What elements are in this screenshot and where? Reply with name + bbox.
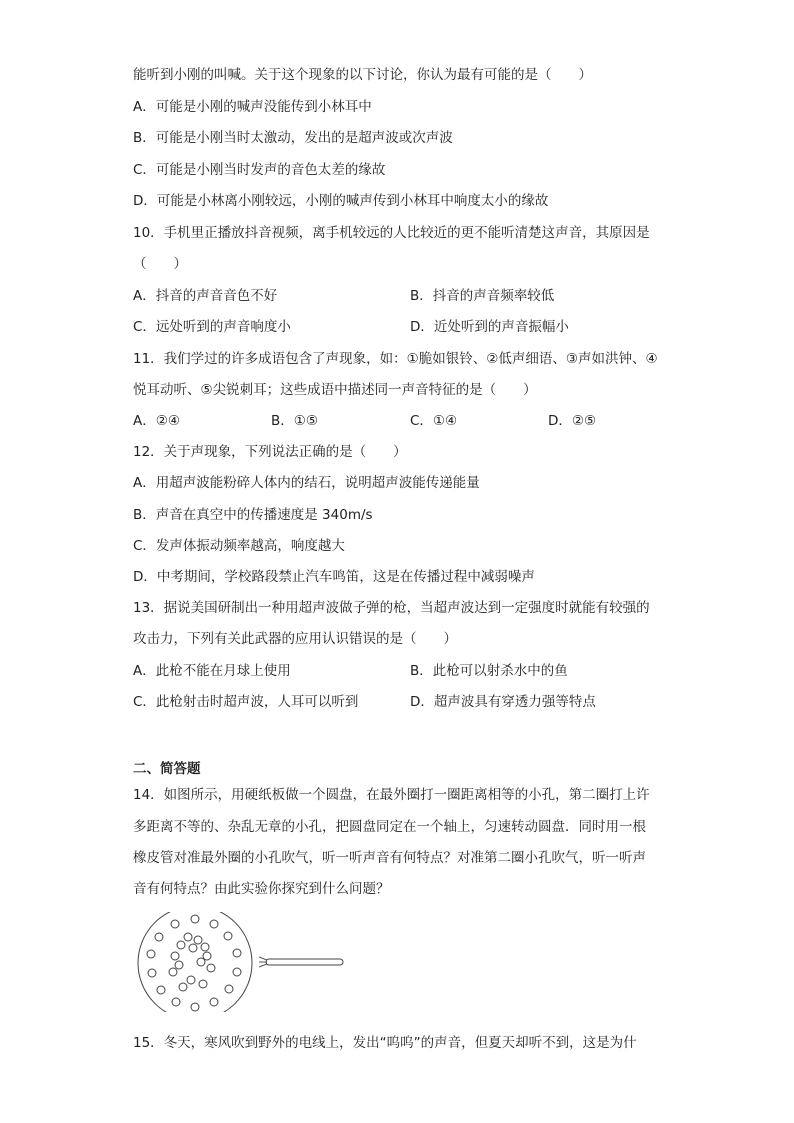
q9-option-a: A．可能是小刚的喊声没能传到小林耳中 xyxy=(133,99,372,115)
q10-stem-line2: （ ） xyxy=(133,256,187,272)
q14-line1: 14．如图所示，用硬纸板做一个圆盘，在最外圈打一圈距离相等的小孔，第二圈打上许 xyxy=(133,787,650,803)
q12-option-a: A．用超声波能粉碎人体内的结石，说明超声波能传递能量 xyxy=(133,475,480,491)
q13-stem-line1: 13．据说美国研制出一种用超声波做子弹的枪，当超声波达到一定强度时就能有较强的 xyxy=(133,600,650,616)
q14-line4: 音有何特点？由此实验你探究到什么问题？ xyxy=(133,881,390,897)
q14-line2: 多距离不等的、杂乱无章的小孔，把圆盘同定在一个轴上，匀速转动圆盘．同时用一根 xyxy=(133,819,646,835)
q11-option-b: B．①⑤ xyxy=(271,413,318,429)
q13-stem-line2: 攻击力，下列有关此武器的应用认识错误的是（ ） xyxy=(133,631,457,647)
q12-option-b: B．声音在真空中的传播速度是 340m/s xyxy=(133,507,373,523)
q10-option-c: C．远处听到的声音响度小 xyxy=(133,319,291,335)
q9-option-b: B．可能是小刚当时太激动，发出的是超声波或次声波 xyxy=(133,130,453,146)
q11-stem-line2: 悦耳动听、⑤尖锐刺耳；这些成语中描述同一声音特征的是（ ） xyxy=(133,382,537,398)
q10-option-a: A．抖音的声音音色不好 xyxy=(133,288,278,304)
q12-option-c: C．发声体振动频率越高，响度越大 xyxy=(133,538,345,554)
q13-option-a: A．此枪不能在月球上使用 xyxy=(133,663,291,679)
q9-option-d: D．可能是小林离小刚较远，小刚的喊声传到小林耳中响度太小的缘故 xyxy=(133,193,549,209)
q13-option-b: B．此枪可以射杀水中的鱼 xyxy=(410,663,568,679)
outer-ring-holes xyxy=(147,915,241,1011)
q12-option-d: D．中考期间，学校路段禁止汽车鸣笛，这是在传播过程中减弱噪声 xyxy=(133,569,535,585)
siren-disk-figure xyxy=(133,912,353,1012)
q11-option-a: A．②④ xyxy=(133,413,180,429)
q9-option-c: C．可能是小刚当时发声的音色太差的缘故 xyxy=(133,162,386,178)
q13-option-c: C．此枪射击时超声波，人耳可以听到 xyxy=(133,694,359,710)
q10-option-b: B．抖音的声音频率较低 xyxy=(410,288,555,304)
q11-option-d: D．②⑤ xyxy=(548,413,597,429)
q14-line3: 橡皮管对准最外圈的小孔吹气，听一听声音有何特点？对准第二圈小孔吹气，听一听声 xyxy=(133,850,646,866)
q11-option-c: C．①④ xyxy=(410,413,458,429)
q11-stem-line1: 11．我们学过的许多成语包含了声现象，如：①脆如银铃、②低声细语、③声如洪钟、④ xyxy=(133,351,658,367)
q15-line1: 15．冬天，寒风吹到野外的电线上，发出“呜呜”的声音，但夏天却听不到，这是为什 xyxy=(133,1035,637,1051)
disk-outline xyxy=(138,912,252,1012)
q9-stem: 能听到小刚的叫喊。关于这个现象的以下讨论，你认为最有可能的是（ ） xyxy=(133,67,592,83)
q12-stem: 12．关于声现象，下列说法正确的是（ ） xyxy=(133,444,407,460)
rubber-tube xyxy=(266,959,343,965)
q10-option-d: D．近处听到的声音振幅小 xyxy=(410,319,569,335)
q13-option-d: D．超声波具有穿透力强等特点 xyxy=(410,694,596,710)
q10-stem-line1: 10．手机里正播放抖音视频，离手机较远的人比较近的更不能听清楚这声音，其原因是 xyxy=(133,225,650,241)
inner-irregular-holes xyxy=(169,933,215,991)
section-heading: 二、简答题 xyxy=(133,761,201,777)
